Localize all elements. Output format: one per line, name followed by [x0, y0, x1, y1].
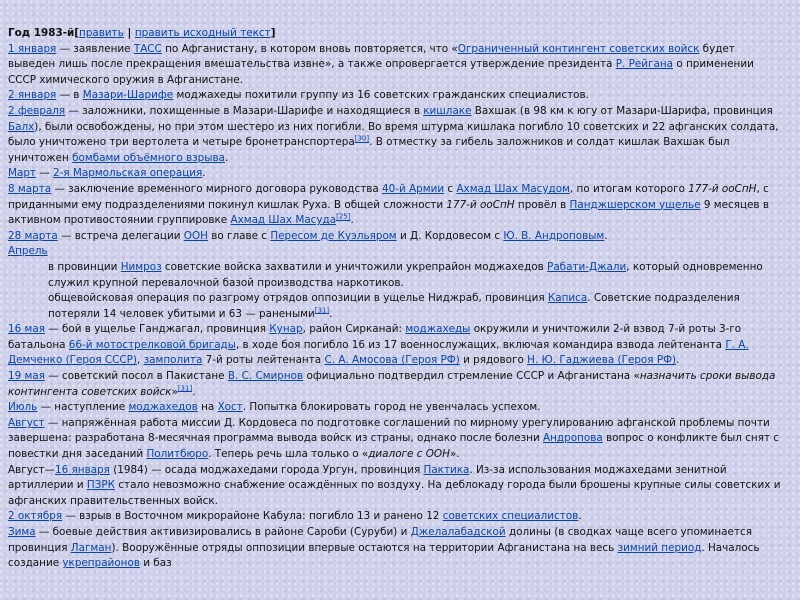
entry-text: , по итогам которого — [569, 182, 689, 195]
entry-text: . В отместку за гибель заложников и солдат кишлак Вахшак был уничтожен — [8, 136, 730, 164]
entry-text: — заключение временного мирного договора руководства — [51, 182, 383, 195]
entry-text: во главе с — [207, 229, 271, 242]
wiki-link[interactable]: В. С. Смирнов — [227, 370, 304, 383]
wiki-link[interactable]: 2 февраля — [8, 104, 66, 117]
wiki-link[interactable]: замполита — [143, 354, 203, 367]
chronology-list — [8, 42, 784, 572]
wiki-link[interactable]: 8 марта — [8, 182, 52, 195]
citation-link[interactable]: [25] — [336, 212, 351, 221]
heading-close-bracket: ] — [270, 27, 276, 39]
wiki-link[interactable]: 40-й Армии — [382, 182, 445, 195]
entry-may-16 — [8, 322, 784, 369]
wiki-link[interactable]: Пактика — [423, 463, 470, 476]
entry-feb-2 — [8, 104, 784, 166]
entry-text: ». — [449, 448, 460, 461]
citation-link[interactable]: [30] — [354, 134, 370, 143]
entry-text: . Теперь речь шла только о « — [208, 448, 369, 461]
wiki-link[interactable]: Н. Ю. Гаджиева (Героя РФ) — [527, 354, 677, 367]
entry-text: и баз — [139, 557, 172, 570]
wiki-link[interactable]: 2 октября — [8, 510, 63, 523]
entry-text: о применении СССР химического оружия в Афганистане. — [8, 58, 754, 86]
wiki-link[interactable]: Нимроз — [120, 260, 162, 273]
wiki-link[interactable]: 2 января — [8, 89, 57, 102]
entry-text: — боевые действия активизировались в районе Сароби (Суруби) и — [35, 526, 411, 538]
wiki-link[interactable]: Андропова — [543, 432, 603, 445]
entry-text: ), были освобождены, но при этом шестеро из них погибли. Во время штурма кишлака погибло 10 советских и 22 афганских солдата, было уничтожено три вертолета и четыре бронетранспортера — [8, 120, 779, 149]
wiki-link[interactable]: 19 мая — [8, 370, 45, 383]
entry-text: стало невозможно снабжение осаждённых по воздуху. На деблокаду города были брошены крупные силы советских и афганских правительственных войск. — [8, 479, 781, 507]
wiki-link[interactable]: Июль — [8, 401, 38, 414]
wiki-link[interactable]: советских специалистов — [442, 510, 579, 523]
wiki-link[interactable]: кишлаке — [423, 104, 472, 117]
wiki-link[interactable]: Рабати-Джали — [547, 260, 627, 273]
entry-text: советские войска захватили и уничтожили укрепрайон моджахедов — [161, 260, 548, 273]
wiki-link[interactable]: Ограниченный контингент советских войск — [457, 42, 700, 55]
entry-text: Август— — [8, 463, 55, 476]
entry-text: . Из-за использования моджахедами зенитной артиллерии и — [8, 463, 727, 492]
entry-text: в провинции — [48, 260, 121, 273]
wiki-link[interactable]: ПЗРК — [86, 479, 116, 492]
entry-text: — в — [56, 89, 83, 102]
entry-text: . — [676, 354, 680, 367]
wiki-link[interactable]: ООН — [183, 229, 208, 242]
entry-text: . — [350, 214, 354, 227]
entry-text: и Д. Кордовесом с — [396, 229, 504, 242]
entry-text: . — [192, 385, 196, 398]
wiki-link[interactable]: ТАСС — [133, 42, 162, 55]
entry-may-19 — [8, 369, 784, 400]
wiki-link[interactable]: 16 мая — [8, 323, 45, 336]
italic-text: назначить сроки вывода контингента советских войск — [8, 370, 776, 398]
entry-text: по Афганистану, в котором вновь повторяется, что « — [161, 42, 458, 55]
entry-text: . — [604, 229, 608, 242]
entry-text: — советский посол в Пакистане — [44, 370, 228, 383]
wiki-link[interactable]: Панджшерском ущелье — [569, 198, 701, 211]
wiki-link[interactable]: Г. А. Демченко (Героя СССР) — [8, 338, 749, 367]
entry-mar-8 — [8, 182, 784, 229]
wiki-link[interactable]: Мазари-Шарифе — [82, 89, 174, 102]
wiki-link[interactable]: 66-й мотострелковой бригады — [68, 338, 236, 351]
entry-text: . Попытка блокировать город не увенчалась успехом. — [242, 401, 541, 414]
wiki-link[interactable]: Ахмад Шах Масудом — [456, 182, 570, 195]
edit-source-link[interactable]: править исходный текст — [134, 27, 271, 39]
section-heading — [8, 26, 784, 42]
citation-link[interactable]: [31] — [314, 306, 330, 315]
wiki-link[interactable]: моджахедов — [128, 401, 198, 414]
entry-winter — [8, 525, 784, 572]
wiki-link[interactable]: Хост — [217, 401, 243, 414]
entry-august-urgun — [8, 463, 784, 510]
entry-jan-1 — [8, 42, 784, 89]
entry-text: (1984) — осада моджахедами города Ургун, провинция — [109, 463, 424, 476]
entry-text: — — [35, 167, 53, 180]
entry-text: — встреча делегации — [57, 229, 184, 242]
entry-text: моджахеды похитили группу из 16 советских гражданских специалистов. — [173, 89, 589, 102]
italic-text: 177-й ооСпН — [688, 182, 757, 195]
entry-text: общевойсковая операция по разгрому отрядов оппозиции в ущелье Ниджраб, провинция — [48, 292, 548, 305]
entry-text: окружили и уничтожили 2-й взвод 7-й роты 3-го батальона — [8, 323, 742, 351]
entry-text: на — [197, 401, 218, 414]
entry-text: будет выведен лишь после прекращения вмешательства извне», а также опровергается утверждение президента — [8, 42, 735, 71]
entry-text: . — [202, 167, 206, 180]
wiki-link[interactable]: Пересом де Куэльяром — [270, 229, 397, 242]
wiki-link[interactable]: зимний период — [617, 541, 702, 554]
entry-march — [8, 166, 784, 182]
entry-text: — заложники, похищенные в Мазари-Шарифе и находящиеся в — [65, 104, 424, 117]
edit-link[interactable]: править — [79, 27, 124, 39]
wiki-link[interactable]: Август — [8, 416, 45, 429]
entry-april-nijrab — [48, 291, 784, 322]
entry-text: . Началось создание — [8, 541, 760, 570]
entry-text: — напряжённая работа миссии Д. Кордовеса по подготовке соглашений по мирному урегулированию афганской проблемы почти завершена: разработана 8-месячная программа вывода войск из страны, однако после болезни — [8, 416, 770, 445]
entry-text: провёл в — [514, 198, 570, 211]
entry-mar-28 — [8, 229, 784, 245]
entry-text: Вахшак (в 98 км к югу от Мазари-Шарифа, провинция — [471, 104, 773, 117]
wiki-link[interactable]: Джелалабадской — [410, 526, 506, 538]
entry-text: 9 месяцев в активном противостоянии группировке — [8, 198, 769, 227]
entry-text: , — [137, 354, 144, 367]
wiki-link[interactable]: Каписа — [547, 292, 588, 305]
entry-oct-2 — [8, 509, 784, 525]
entry-text: ). Вооружённые отряды оппозиции впервые остаются на территории Афганистана на весь — [111, 541, 618, 554]
entry-text: . — [578, 510, 582, 523]
entry-text: — заявление — [56, 42, 134, 55]
entry-text: , с приданными ему подразделениями покинул кишлак Руха. В общей сложности — [8, 182, 769, 211]
wiki-link[interactable]: Ю. В. Андроповым — [503, 229, 605, 242]
entry-text: и рядового — [459, 354, 528, 367]
wiki-link[interactable]: 16 января — [55, 463, 110, 476]
wiki-link[interactable]: С. А. Амосова (Героя РФ) — [324, 354, 460, 367]
wiki-link[interactable]: 1 января — [8, 42, 57, 55]
heading-title: Год 1983-й — [8, 27, 75, 39]
entry-text: , который одновременно служил крупной перевалочной базой производства наркотиков. — [48, 260, 763, 289]
entry-text: . — [224, 151, 229, 164]
entry-text: . Советские подразделения потеряли 14 человек убитыми и 63 — ранеными — [48, 292, 740, 320]
heading-open-bracket: [ — [74, 27, 80, 39]
entry-text: — наступление — [37, 401, 129, 414]
entry-text: — взрыв в Восточном микрорайоне Кабула: погибло 13 и ранено 12 — [62, 510, 443, 523]
wiki-link[interactable]: Зима — [8, 526, 36, 538]
entry-text: официально подтвердил стремление СССР и Афганистана « — [303, 370, 640, 383]
wiki-link[interactable]: Апрель — [8, 245, 48, 258]
wiki-link[interactable]: Ахмад Шах Масуда — [230, 214, 337, 227]
entry-text: — бой в ущелье Ганджагал, провинция — [44, 323, 270, 336]
italic-text: 177-й ооСпН — [446, 198, 515, 211]
wiki-link[interactable]: Балх — [8, 120, 35, 133]
entry-text: » — [171, 385, 178, 398]
entry-april-nimroz — [48, 260, 784, 291]
citation-link[interactable]: [31] — [177, 384, 193, 393]
wiki-link[interactable]: 28 марта — [8, 229, 58, 242]
wiki-link[interactable]: укрепрайонов — [62, 557, 140, 570]
entry-jan-2 — [8, 88, 784, 104]
wiki-link[interactable]: Р. Рейгана — [615, 58, 674, 71]
wiki-link[interactable]: 2-я Мармольская операция — [52, 167, 203, 180]
entry-text: , район Сирканай: — [302, 323, 406, 336]
entry-text: вопрос о конфликте был снят с повестки дня заседаний — [8, 432, 780, 461]
article-content — [8, 26, 784, 572]
wiki-link[interactable]: Лагман — [70, 541, 112, 554]
wiki-link[interactable]: моджахеды — [405, 323, 471, 336]
entry-july — [8, 400, 784, 416]
italic-text: диалоге с ООН — [368, 448, 450, 461]
entry-april — [8, 244, 784, 260]
entry-text: долины (в сводках чаще всего упоминается провинция — [8, 526, 752, 554]
entry-text: 7-й роты лейтенанта — [202, 354, 325, 367]
entry-text: . — [329, 307, 333, 320]
wiki-link[interactable]: Политбюро — [146, 448, 209, 461]
entry-text: с — [444, 182, 457, 195]
wiki-link[interactable]: бомбами объёмного взрыва — [72, 151, 225, 164]
entry-text: , в ходе боя погибло 16 из 17 военнослужащих, включая командира взвода лейтенанта — [235, 338, 726, 351]
wiki-link[interactable]: Март — [8, 167, 36, 180]
heading-separator: | — [123, 27, 135, 39]
wiki-link[interactable]: Кунар — [269, 323, 303, 336]
entry-august — [8, 416, 784, 463]
